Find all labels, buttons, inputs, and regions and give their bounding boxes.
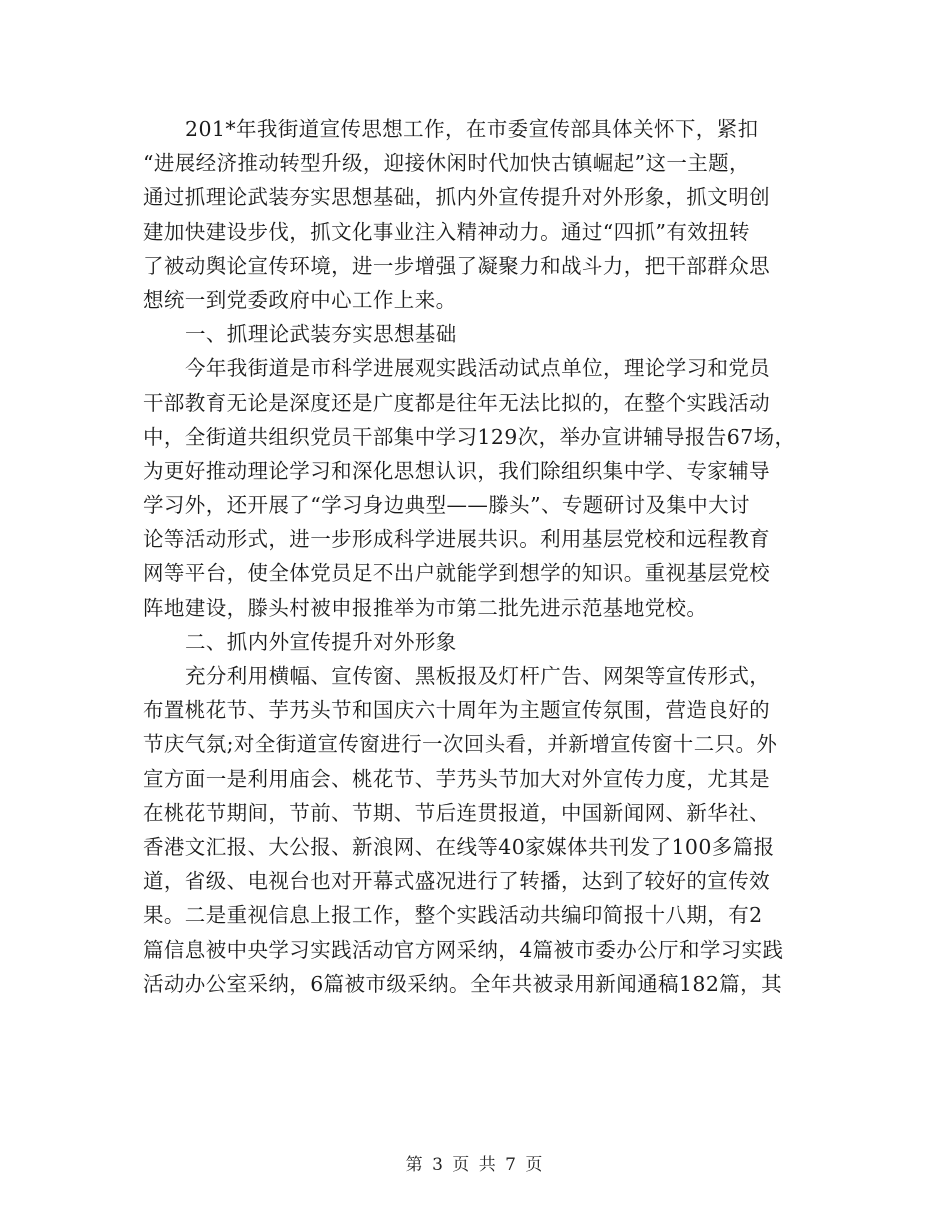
- text-line: 篇信息被中央学习实践活动官方网采纳，4篇被市委办公厅和学习实践: [143, 937, 784, 962]
- text-line: 活动办公室采纳，6篇被市级采纳。全年共被录用新闻通稿182篇，其: [143, 971, 782, 996]
- text-line: 了被动舆论宣传环境，进一步增强了凝聚力和战斗力，把干部群众思: [143, 253, 770, 278]
- text-line: 香港文汇报、大公报、新浪网、在线等40家媒体共刊发了100多篇报: [143, 834, 775, 859]
- text-line: 宣方面一是利用庙会、桃花节、芋艿头节加大对外宣传力度，尤其是: [143, 766, 770, 791]
- text-line: 充分利用横幅、宣传窗、黑板报及灯杆广告、网架等宣传形式，: [185, 664, 771, 688]
- text-line: 网等平台，使全体党员足不出户就能学到想学的知识。重视基层党校: [143, 561, 770, 586]
- text-line: 果。二是重视信息上报工作，整个实践活动共编印简报十八期，有2: [143, 903, 763, 928]
- text-line: 通过抓理论武装夯实思想基础，抓内外宣传提升对外形象，抓文明创: [143, 185, 770, 210]
- text-line: 节庆气氛;对全街道宣传窗进行一次回头看，并新增宣传窗十二只。外: [143, 732, 778, 757]
- text-line: 学习外，还开展了“学习身边典型——滕头”、专题研讨及集中大讨: [143, 493, 750, 518]
- text-line: 建加快建设步伐，抓文化事业注入精神动力。通过“四抓”有效扭转: [143, 219, 750, 244]
- text-line: “进展经济推动转型升级，迎接休闲时代加快古镇崛起”这一主题，: [143, 151, 750, 176]
- text-line: 为更好推动理论学习和深化思想认识，我们除组织集中学、专家辅导: [143, 458, 770, 483]
- text-line: 干部教育无论是深度还是广度都是往年无法比拟的，在整个实践活动: [143, 390, 770, 415]
- section-heading: 一、抓理论武装夯实思想基础: [185, 322, 457, 347]
- text-line: 中，全街道共组织党员干部集中学习129次，举办宣讲辅导报告67场，: [143, 424, 796, 449]
- page-number-footer: 第 3 页 共 7 页: [405, 1155, 545, 1175]
- text-line: 想统一到党委政府中心工作上来。: [143, 287, 457, 312]
- section-heading: 二、抓内外宣传提升对外形象: [185, 629, 457, 654]
- text-line: 在桃花节期间，节前、节期、节后连贯报道，中国新闻网、新华社、: [143, 800, 770, 825]
- text-line: 201*年我街道宣传思想工作，在市委宣传部具体关怀下，紧扣: [185, 117, 759, 141]
- text-line: 阵地建设，滕头村被申报推举为市第二批先进示范基地党校。: [143, 595, 708, 620]
- document-body: [143, 112, 811, 1001]
- text-line: 布置桃花节、芋艿头节和国庆六十周年为主题宣传氛围，营造良好的: [143, 698, 770, 723]
- text-line: 论等活动形式，进一步形成科学进展共识。利用基层党校和远程教育: [143, 527, 770, 552]
- text-line: 今年我街道是市科学进展观实践活动试点单位，理论学习和党员: [185, 356, 771, 381]
- text-line: 道，省级、电视台也对开幕式盛况进行了转播，达到了较好的宣传效: [143, 869, 770, 894]
